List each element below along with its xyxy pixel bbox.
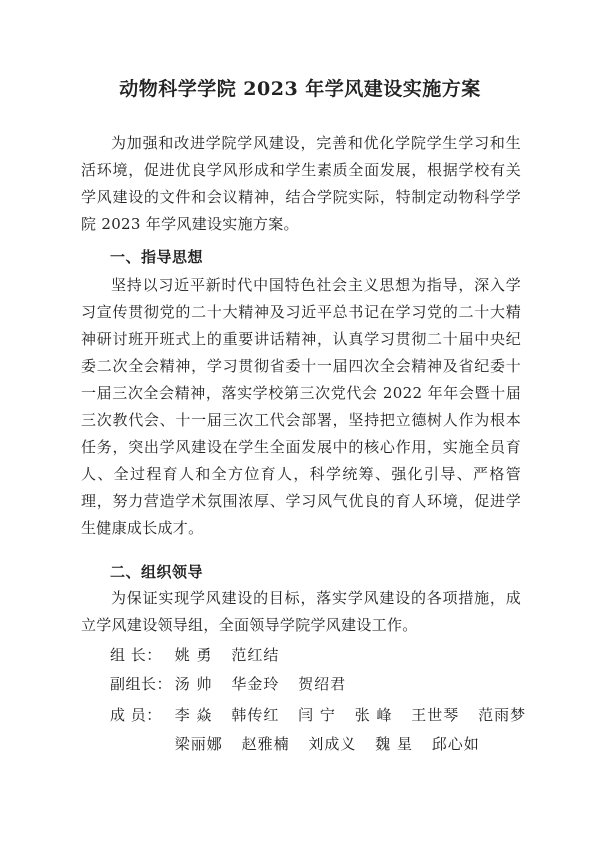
member-name: 范雨梦 bbox=[478, 706, 527, 724]
member-row bbox=[110, 701, 595, 759]
deputy-name: 贺绍君 bbox=[298, 675, 347, 693]
section-heading-organization: 二、组织领导 bbox=[110, 563, 204, 581]
deputy-name: 汤 帅 bbox=[174, 675, 213, 693]
member-label: 成 员： bbox=[110, 706, 162, 724]
member-name: 韩传红 bbox=[231, 706, 280, 724]
organization-paragraph: 为保证实现学风建设的目标，落实学风建设的各项措施，成立学风建设领导组，全面领导学院学风建设工作。 bbox=[81, 589, 521, 634]
document-title: 动物科学学院 2023 年学风建设实施方案 bbox=[119, 78, 481, 100]
deputy-names bbox=[175, 672, 595, 696]
member-name: 王世琴 bbox=[411, 706, 460, 724]
member-name: 李 焱 bbox=[174, 706, 213, 724]
intro-paragraph: 为加强和改进学院学风建设，完善和优化学院学生学习和生活环境，促进优良学风形成和学生素质全面发展，根据学校有关学风建设的文件和会议精神，结合学院实际，特制定动物科学学院 2023 年学风建设实施方案。 bbox=[81, 134, 521, 233]
member-name: 刘成义 bbox=[308, 735, 357, 753]
leader-names bbox=[175, 643, 595, 667]
leader-name: 姚 勇 bbox=[174, 646, 213, 664]
member-name: 梁丽娜 bbox=[174, 735, 223, 753]
deputy-label: 副组长： bbox=[110, 675, 173, 693]
leader-label: 组 长： bbox=[110, 646, 162, 664]
section-heading-guiding-ideology: 一、指导思想 bbox=[110, 248, 204, 266]
member-name: 闫 宁 bbox=[298, 706, 336, 724]
leader-name: 范红结 bbox=[231, 646, 280, 664]
guiding-ideology-paragraph: 坚持以习近平新时代中国特色社会主义思想为指导，深入学习宣传贯彻党的二十大精神及习近平总书记在学习党的二十大精神研讨班开班式上的重要讲话精神，认真学习贯彻二十届中央纪委二次全会精神，学习贯彻省委十一届四次全会精神及省纪委十一届三次全会精神，落实学校第三次党代会 2022 年年会暨十届三次教代会、十一届三次工代会部署，坚持把立德树人作为根本任务，突出学风建设在学生全面发展中的核心作用，实施全员育人、全过程育人和全方位育人，科学统筹、强化引导、严格管理，努力营造学术氛围浓厚、学习风气优良的育人环境，促进学生健康成长成才。 bbox=[81, 276, 521, 537]
deputy-name: 华金玲 bbox=[231, 675, 280, 693]
member-name: 赵雅楠 bbox=[241, 735, 290, 753]
member-names bbox=[175, 701, 595, 759]
member-name: 邱心如 bbox=[431, 735, 480, 753]
deputy-row bbox=[110, 672, 595, 696]
member-name: 张 峰 bbox=[354, 706, 393, 724]
leader-row bbox=[110, 643, 595, 667]
member-name: 魏 星 bbox=[375, 735, 413, 753]
